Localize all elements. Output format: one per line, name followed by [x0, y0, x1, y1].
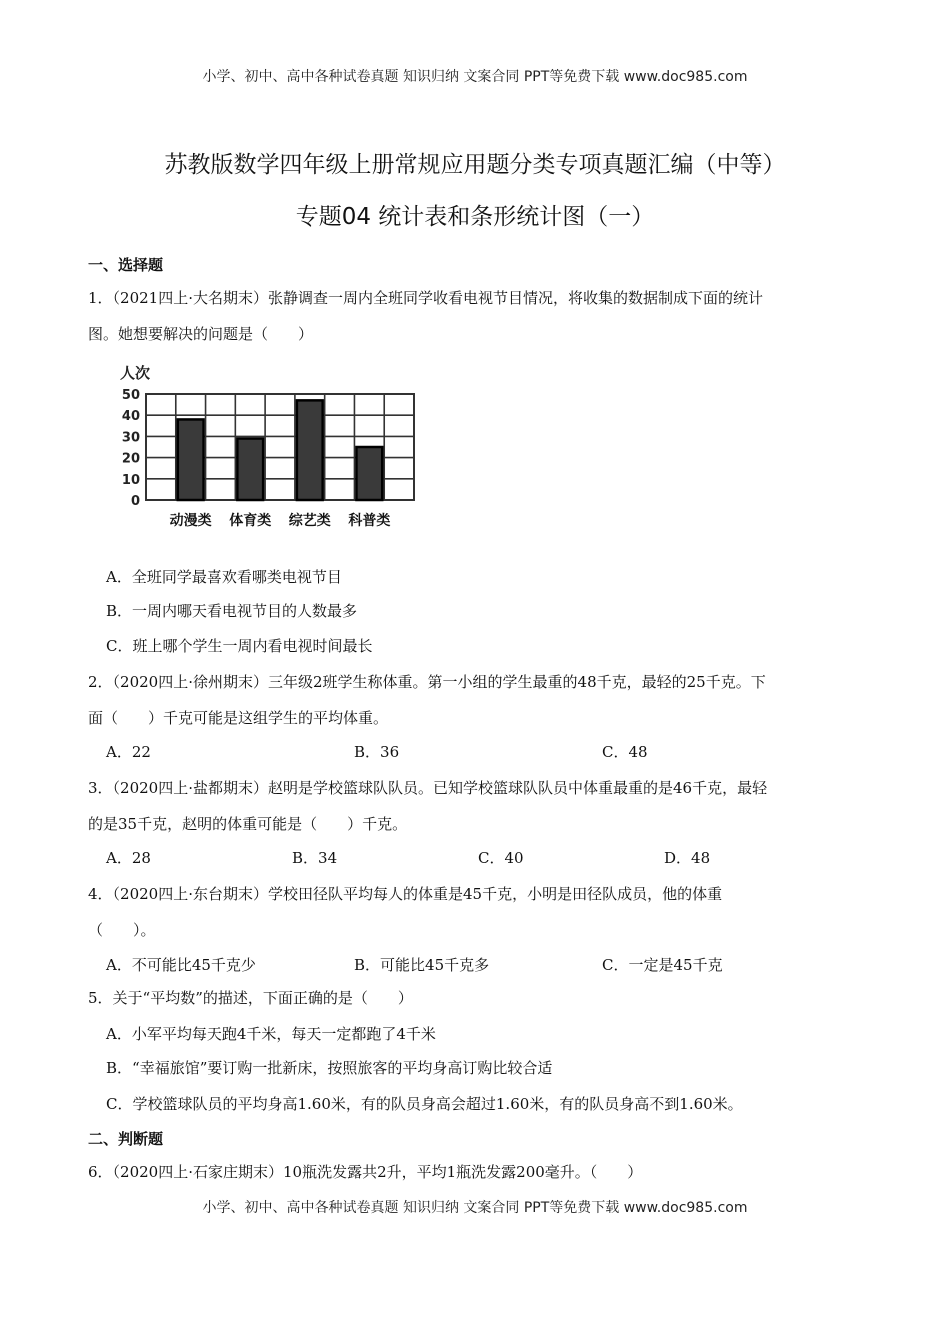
- chart-y-tick-label: 40: [121, 409, 140, 425]
- q3-option-b: B．34: [292, 849, 338, 867]
- section-heading-choice: 一、选择题: [88, 256, 164, 274]
- chart-y-tick-label: 30: [121, 430, 140, 446]
- page-header: 小学、初中、高中各种试卷真题 知识归纳 文案合同 PPT等免费下载 www.doc985.com: [202, 69, 748, 85]
- chart-y-tick-label: 20: [121, 451, 140, 467]
- bar-chart: [110, 360, 430, 535]
- q2-option-c: C．48: [602, 743, 648, 761]
- section-heading-judgment: 二、判断题: [88, 1130, 164, 1148]
- question-3-text-cont: 的是35千克，赵明的体重可能是（ ）千克。: [88, 815, 408, 833]
- question-3-text: 3．（2020四上·盐都期末）赵明是学校篮球队队员。已知学校篮球队队员中体重最重的是46千克，最轻: [88, 779, 768, 797]
- chart-bar: [237, 439, 263, 500]
- q4-option-c: C．一定是45千克: [602, 956, 723, 974]
- chart-x-tick-label: 体育类: [229, 513, 272, 529]
- chart-x-tick-label: 科普类: [348, 513, 391, 529]
- question-2-text-cont: 面（ ）千克可能是这组学生的平均体重。: [88, 709, 389, 727]
- q1-option-a: A．全班同学最喜欢看哪类电视节目: [106, 568, 342, 586]
- chart-x-tick-label: 动漫类: [169, 513, 212, 529]
- question-6-text: 6．（2020四上·石家庄期末）10瓶洗发露共2升，平均1瓶洗发露200毫升。（ ）: [88, 1163, 643, 1181]
- question-1-text: 1．（2021四上·大名期末）张静调查一周内全班同学收看电视节目情况，将收集的数据制成下面的统计: [88, 289, 763, 307]
- chart-bar: [356, 447, 382, 500]
- chart-y-tick-label: 0: [130, 494, 140, 509]
- question-1-text-cont: 图。她想要解决的问题是（ ）: [88, 325, 314, 343]
- page-title: 苏教版数学四年级上册常规应用题分类专项真题汇编（中等）: [164, 152, 786, 178]
- q2-option-b: B．36: [354, 743, 400, 761]
- q4-option-a: A．不可能比45千克少: [106, 956, 256, 974]
- q5-option-b: B．“幸福旅馆”要订购一批新床，按照旅客的平均身高订购比较合适: [106, 1059, 553, 1077]
- chart-x-tick-label: 综艺类: [288, 513, 331, 529]
- q1-option-c: C．班上哪个学生一周内看电视时间最长: [106, 637, 373, 655]
- chart-y-tick-label: 50: [121, 388, 140, 403]
- q5-option-a: A．小军平均每天跑4千米，每天一定都跑了4千米: [106, 1025, 436, 1043]
- page-footer: 小学、初中、高中各种试卷真题 知识归纳 文案合同 PPT等免费下载 www.doc985.com: [202, 1200, 748, 1216]
- chart-bar: [297, 400, 323, 500]
- chart-y-tick-label: 10: [121, 472, 140, 488]
- chart-y-ticks: [122, 388, 140, 509]
- q2-option-a: A．22: [106, 743, 151, 761]
- chart-bar: [178, 419, 204, 500]
- q1-option-b: B．一周内哪天看电视节目的人数最多: [106, 602, 358, 620]
- q3-option-c: C．40: [478, 849, 524, 867]
- chart-y-axis-label: 人次: [120, 364, 151, 382]
- q4-option-b: B．可能比45千克多: [354, 956, 490, 974]
- question-4-text-cont: （ ）。: [88, 921, 156, 939]
- question-2-text: 2．（2020四上·徐州期末）三年级2班学生称体重。第一小组的学生最重的48千克，最轻的25千克。下: [88, 673, 766, 691]
- chart-x-labels: [170, 512, 391, 529]
- q5-option-c: C．学校篮球队员的平均身高1.60米，有的队员身高会超过1.60米，有的队员身高不到1.60米。: [106, 1095, 743, 1113]
- q3-option-a: A．28: [106, 849, 151, 867]
- q3-option-d: D．48: [664, 849, 711, 867]
- question-5-text: 5．关于“平均数”的描述，下面正确的是（ ）: [88, 989, 413, 1007]
- question-4-text: 4．（2020四上·东台期末）学校田径队平均每人的体重是45千克，小明是田径队成员，他的体重: [88, 885, 723, 903]
- page-subtitle: 专题04 统计表和条形统计图（一）: [295, 204, 655, 230]
